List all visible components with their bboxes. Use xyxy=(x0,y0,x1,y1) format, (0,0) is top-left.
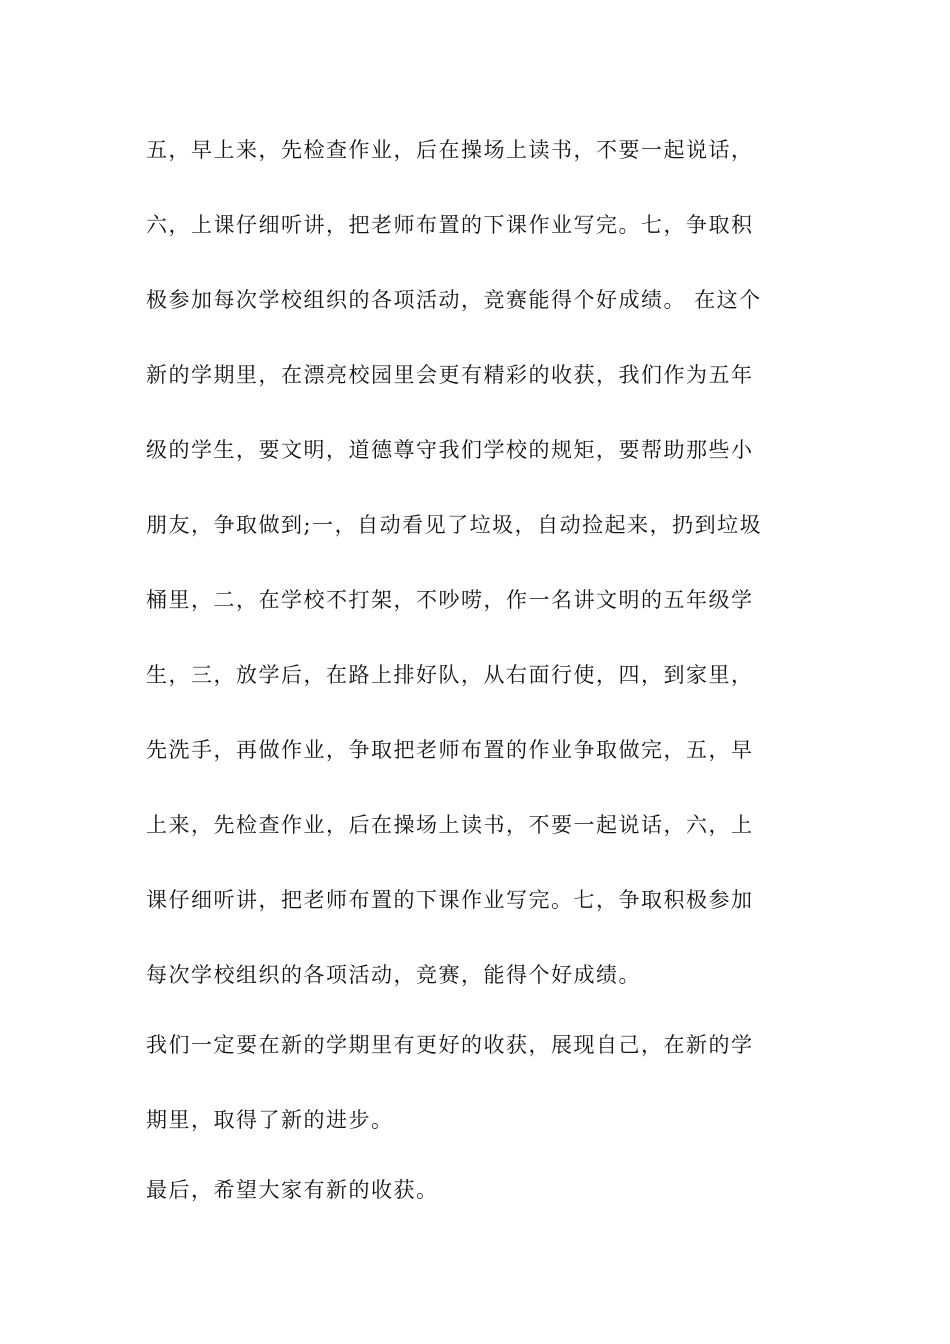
text-line: 课仔细听讲，把老师布置的下课作业写完。七，争取积极参加 xyxy=(146,888,754,912)
text-line: 新的学期里，在漂亮校园里会更有精彩的收获，我们作为五年 xyxy=(146,363,754,387)
text-line: 每次学校组织的各项活动，竞赛，能得个好成绩。 xyxy=(146,963,641,987)
text-line: 上来，先检查作业，后在操场上读书，不要一起说话，六，上 xyxy=(146,813,754,837)
text-line: 先洗手，再做作业，争取把老师布置的作业争取做完，五，早 xyxy=(146,738,754,762)
text-line: 级的学生，要文明，道德尊守我们学校的规矩，要帮助那些小 xyxy=(146,438,754,462)
text-line: 最后，希望大家有新的收获。 xyxy=(146,1178,439,1202)
text-line: 五，早上来，先检查作业，后在操场上读书，不要一起说话， xyxy=(146,138,754,162)
paragraph-1 xyxy=(146,128,806,1023)
body-text xyxy=(146,128,806,1243)
text-line: 生，三，放学后，在路上排好队，从右面行使，四，到家里， xyxy=(146,663,754,687)
text-line: 六，上课仔细听讲，把老师布置的下课作业写完。七，争取积 xyxy=(146,213,754,237)
paragraph-2 xyxy=(146,1023,806,1168)
text-line: 极参加每次学校组织的各项活动，竞赛能得个好成绩。 在这个 xyxy=(146,288,762,312)
text-line: 期里，取得了新的进步。 xyxy=(146,1108,394,1132)
text-line: 朋友，争取做到;一，自动看见了垃圾，自动捡起来，扔到垃圾 xyxy=(146,513,763,537)
text-line: 桶里，二，在学校不打架，不吵唠，作一名讲文明的五年级学 xyxy=(146,588,754,612)
paragraph-3 xyxy=(146,1168,806,1243)
text-line: 我们一定要在新的学期里有更好的收获，展现自己，在新的学 xyxy=(146,1033,754,1057)
